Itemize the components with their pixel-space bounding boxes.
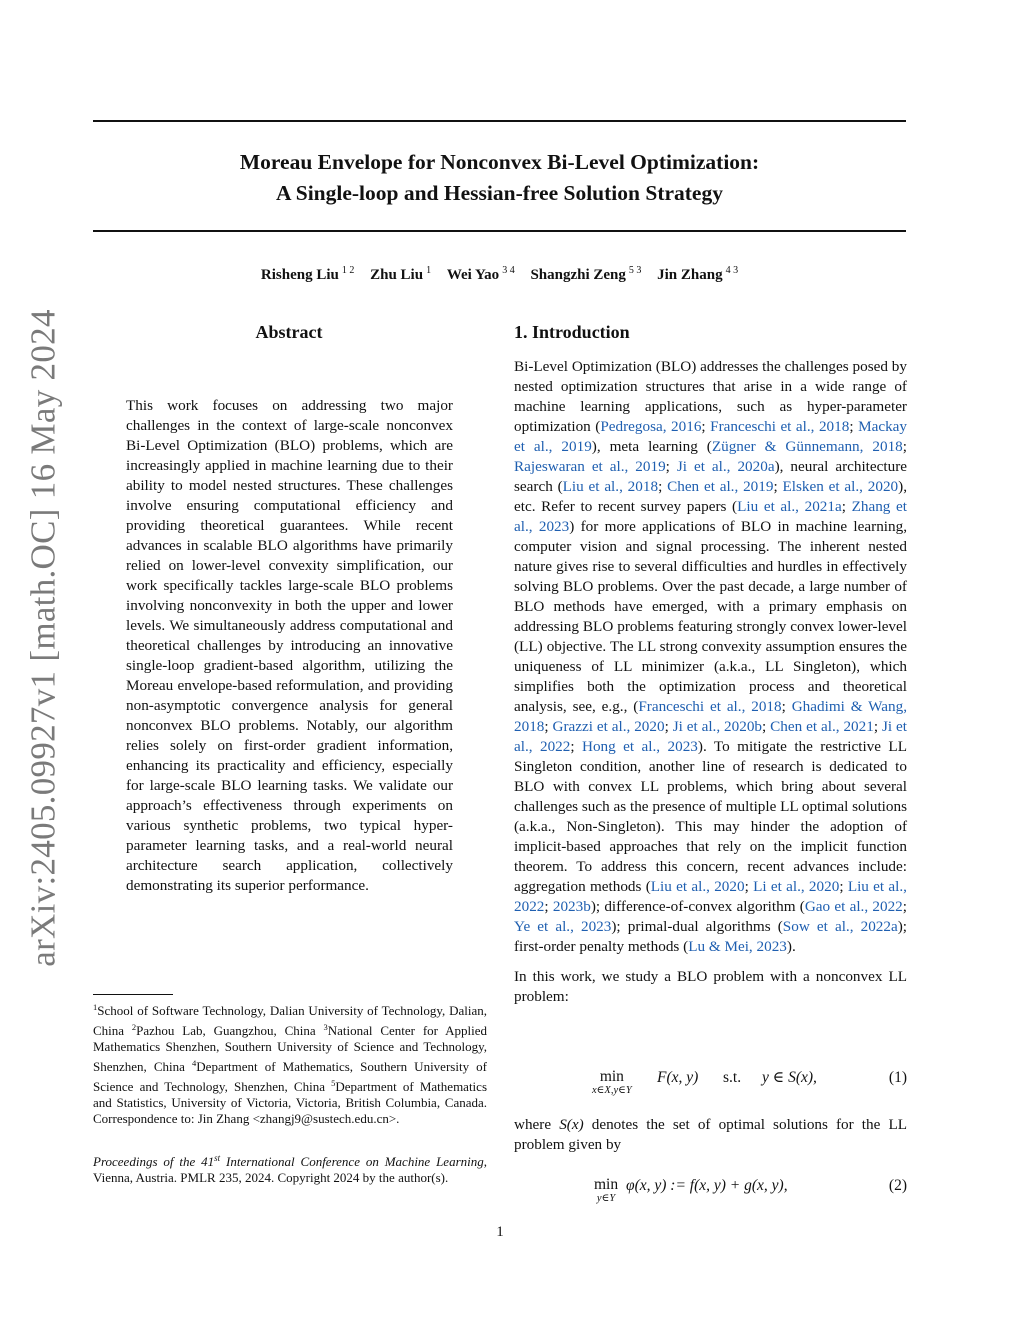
introduction-paragraph-2: In this work, we study a BLO problem with a nonconvex LL problem: xyxy=(514,968,907,1005)
title-bottom-rule xyxy=(93,230,906,232)
proceedings-note: Proceedings of the 41st International Conference on Machine Learning, Vienna, Austria. PMLR 235, 2024. Copyright 2024 by the author(s). xyxy=(93,1153,487,1185)
equation-2-min-operator: min y∈Y xyxy=(594,1176,619,1204)
equation-2-number: (2) xyxy=(888,1177,907,1194)
citation-link[interactable]: Gao et al., 2022 xyxy=(804,898,903,915)
equation-1-constraint: y ∈ S(x), xyxy=(762,1069,817,1086)
equation-1 xyxy=(514,1069,907,1109)
equation-1-number: (1) xyxy=(888,1069,907,1086)
correspondence: Correspondence to: Jin Zhang <zhangj9@sustech.edu.cn>. xyxy=(93,1111,400,1126)
citation-link[interactable]: Grazzi et al., 2020 xyxy=(552,718,665,735)
citation-link[interactable]: Zügner & Günnemann, 2018 xyxy=(711,438,903,455)
equation-1-min-operator: min x∈X,y∈Y xyxy=(592,1068,632,1096)
author: Jin Zhang $^{4 3}$ xyxy=(657,265,739,283)
citation-link[interactable]: Ghadimi & Wang, 2018 xyxy=(514,698,907,735)
paper-title xyxy=(93,147,906,209)
introduction-paragraph-1: Bi-Level Optimization (BLO) addresses the challenges posed by nested optimization structures that arise in a wide range of machine learning applications, such as hyper-parameter optimization (Pedregosa, 2016; Franceschi et al., 2018; Mackay et al., 2019), meta learning (Zügner & Günnemann, 2018; Rajeswaran et al., 2019; Ji et al., 2020a), neural architecture search (Liu et al., 2018; Chen et al., 2019; Elsken et al., 2020), etc. Refer to recent survey papers (Liu et al., 2021a; Zhang et al., 2023) for more applications of BLO in machine learning, computer vision and signal processing. The inherent nested nature gives rise to several difficulties and hurdles in effectively solving BLO problems. Over the past decade, a large number of BLO methods have emerged, with a primary emphasis on addressing BLO problems featuring strongly convex lower-level (LL) objective. The LL strong convexity assumption ensures the uniqueness of LL minimizer (a.k.a., LL Singleton), which simplifies both the optimization process and theoretical analysis, see, e.g., (Franceschi et al., 2018; Ghadimi & Wang, 2018; Grazzi et al., 2020; Ji et al., 2020b; Chen et al., 2021; Ji et al., 2022; Hong et al., 2023). To mitigate the restrictive LL Singleton condition, another line of research is dedicated to BLO with convex LL problems, which bring about several challenges such as the presence of multiple LL optimal solutions (a.k.a., Non-Singleton). This may hinder the adoption of implicit-based approaches that rely on the implicit function theorem. To address this concern, recent advances include: aggregation methods (Liu et al., 2020; Li et al., 2020; Liu et al., 2022; 2023b); difference-of-convex algorithm (Gao et al., 2022; Ye et al., 2023); primal-dual algorithms (Sow et al., 2022a); first-order penalty methods (Lu & Mei, 2023). xyxy=(514,358,908,955)
citation-link[interactable]: Ji et al., 2020a xyxy=(676,458,775,475)
section-heading-introduction: 1. Introduction xyxy=(514,322,630,342)
citation-link[interactable]: Pedregosa, 2016 xyxy=(600,418,702,435)
arxiv-identifier-text: arXiv:2405.09927v1 [math.OC] 16 May 2024 xyxy=(24,309,64,967)
citation-link[interactable]: Franceschi et al., 2018 xyxy=(710,418,850,435)
citation-link[interactable]: Rajeswaran et al., 2019 xyxy=(514,458,666,475)
citation-link[interactable]: Chen et al., 2019 xyxy=(667,478,774,495)
citation-link[interactable]: Lu & Mei, 2023 xyxy=(688,938,787,955)
citation-link[interactable]: Liu et al., 2018 xyxy=(562,478,659,495)
citation-link[interactable]: Ji et al., 2022 xyxy=(514,718,907,755)
title-line-1: Moreau Envelope for Nonconvex Bi-Level Optimization: xyxy=(239,150,760,174)
citation-link[interactable]: Liu et al., 2022 xyxy=(514,878,907,915)
citation-link[interactable]: Elsken et al., 2020 xyxy=(782,478,899,495)
citation-link[interactable]: Ye et al., 2023 xyxy=(514,918,612,935)
abstract-body: This work focuses on addressing two major challenges in the context of large-scale nonconvex Bi-Level Optimization (BLO) problems, which are increasingly applied in machine learning due to their ability to model nested structures. These challenges involve ensuring computational efficiency and providing theoretical guarantees. While recent advances in scalable BLO algorithms have primarily relied on lower-level convexity simplification, our work specifically tackles large-scale BLO problems involving nonconvexity in both the upper and lower levels. We simultaneously address computational and theoretical challenges by introducing an innovative single-loop gradient-based algorithm, utilizing the Moreau envelope-based reformulation, and providing non-asymptotic convergence analysis for general nonconvex BLO problems. Notably, our algorithm relies solely on first-order gradient information, enhancing its practicality and efficiency, especially for large-scale BLO learning tasks. We validate our approach’s effectiveness through experiments on various synthetic problems, two typical hyper-parameter learning tasks, and a real-world neural architecture search application, collectively demonstrating its superior performance. xyxy=(126,397,453,894)
equation-2-expression: φ(x, y) := f(x, y) + g(x, y), xyxy=(626,1177,788,1194)
citation-link[interactable]: Franceschi et al., 2018 xyxy=(638,698,782,715)
citation-link[interactable]: Liu et al., 2021a xyxy=(737,498,842,515)
citation-link[interactable]: Zhang et al., 2023 xyxy=(514,498,907,535)
citation-link[interactable]: Mackay et al., 2019 xyxy=(514,418,907,455)
title-top-rule xyxy=(93,120,906,122)
citation-link[interactable]: Sow et al., 2022a xyxy=(782,918,898,935)
introduction-body xyxy=(514,357,907,1007)
author: Wei Yao $^{3 4}$ xyxy=(446,265,515,283)
author: Risheng Liu $^{1 2}$ xyxy=(260,265,355,283)
equation-1-objective: F(x, y) xyxy=(657,1069,699,1086)
citation-link[interactable]: Li et al., 2020 xyxy=(753,878,840,895)
affiliations-footnote: $^1$School of Software Technology, Dalian University of Technology, Dalian, China $^2$Pazhou Lab, Guangzhou, China $^3$National Center for Applied Mathematics Shenzhen, Southern University of Science and Technology, Shenzhen, China $^4$Department of Mathematics, Southern University of Science and Technology, Shenzhen, China $^5$Department of Mathematics and Statistics, University of Victoria, Victoria, British Columbia, Canada. Correspondence to: Jin Zhang <zhangj9@sustech.edu.cn>. xyxy=(93,1002,488,1126)
arxiv-identifier-stamp xyxy=(18,309,70,967)
citation-link[interactable]: Liu et al., 2020 xyxy=(650,878,745,895)
citation-link[interactable]: Chen et al., 2021 xyxy=(770,718,874,735)
equation-2 xyxy=(514,1177,907,1217)
author-list xyxy=(93,265,906,284)
title-line-2: A Single-loop and Hessian-free Solution Strategy xyxy=(276,181,723,205)
citation-link[interactable]: 2023b xyxy=(552,898,591,915)
author: Zhu Liu $^1$ xyxy=(370,265,432,283)
abstract-heading: Abstract xyxy=(255,322,323,342)
footnote-rule xyxy=(93,994,173,995)
citation-link[interactable]: Ji et al., 2020b xyxy=(672,718,763,735)
equation-1-subject-to: s.t. xyxy=(723,1069,742,1086)
author: Shangzhi Zeng $^{5 3}$ xyxy=(530,265,642,283)
page-number: 1 xyxy=(496,1224,504,1240)
introduction-paragraph-3: where S(x) denotes the set of optimal solutions for the LL problem given by xyxy=(514,1116,907,1153)
citation-link[interactable]: Hong et al., 2023 xyxy=(582,738,698,755)
